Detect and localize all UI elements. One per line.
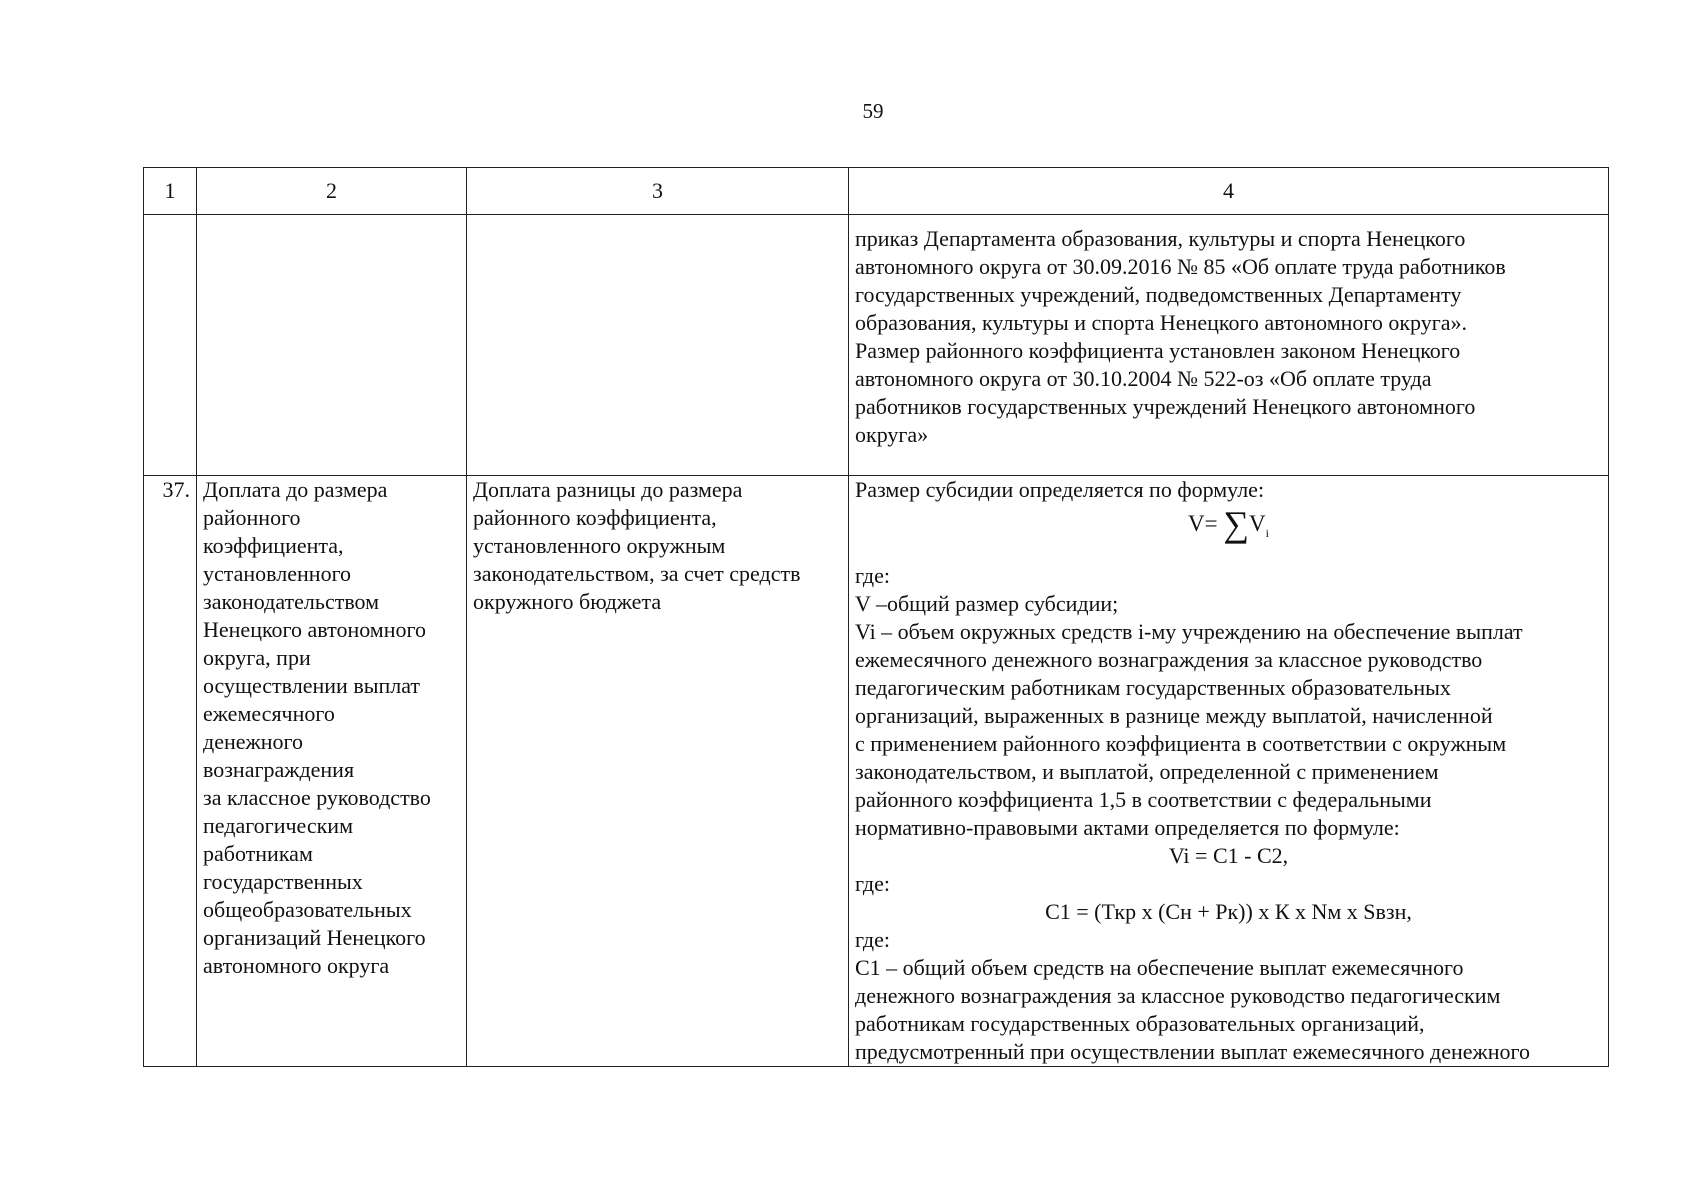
header-col-3: 3	[467, 168, 849, 215]
row1-legal-basis-cell	[849, 215, 1609, 476]
definition-line: законодательством, и выплатой, определенной с применением	[855, 759, 1439, 784]
row1-line: образования, культуры и спорта Ненецкого автономного округа».	[855, 310, 1468, 335]
name-line: автономного округа	[203, 953, 390, 978]
table-header-row	[144, 168, 1609, 215]
row1-line: работников государственных учреждений Ненецкого автономного	[855, 394, 1476, 419]
name-line: государственных	[203, 869, 363, 894]
definition-line: ежемесячного денежного вознаграждения за классное руководство	[855, 647, 1483, 672]
row2-description-cell	[467, 476, 849, 1067]
where-label: где:	[855, 563, 890, 588]
name-line: за классное руководство	[203, 785, 431, 810]
definition-line: V –общий размер субсидии;	[855, 591, 1119, 616]
row1-col1	[144, 215, 197, 476]
sum-formula-subscript: i	[1265, 526, 1269, 540]
name-line: организаций Ненецкого	[203, 925, 426, 950]
row1-line: автономного округа от 30.10.2004 № 522-оз «Об оплате труда	[855, 366, 1432, 391]
row1-line: округа»	[855, 422, 929, 447]
row1-line: автономного округа от 30.09.2016 № 85 «Об оплате труда работников	[855, 254, 1506, 279]
header-col-4: 4	[849, 168, 1609, 215]
name-line: осуществлении выплат	[203, 673, 421, 698]
header-col-2: 2	[197, 168, 467, 215]
definition-line: педагогическим работникам государственных образовательных	[855, 675, 1451, 700]
name-line: Ненецкого автономного	[203, 617, 426, 642]
definition-line: Vi – объем окружных средств i-му учреждению на обеспечение выплат	[855, 619, 1523, 644]
document-table	[143, 167, 1609, 1067]
name-line: коэффициента,	[203, 533, 344, 558]
name-line: работникам	[203, 841, 313, 866]
description-line: установленного окружным	[473, 533, 726, 558]
header-col-1: 1	[144, 168, 197, 215]
table-row	[144, 215, 1609, 476]
row1-line: государственных учреждений, подведомственных Департаменту	[855, 282, 1462, 307]
row1-col3	[467, 215, 849, 476]
description-line: Доплата разницы до размера	[473, 477, 743, 502]
sum-formula	[855, 504, 1602, 562]
sigma-symbol: ∑	[1223, 504, 1250, 544]
where-label: где:	[855, 871, 890, 896]
row1-line: приказ Департамента образования, культуры и спорта Ненецкого	[855, 226, 1466, 251]
name-line: округа, при	[203, 645, 311, 670]
sum-formula-lhs: V=	[1188, 511, 1218, 536]
formula-c1: C1 = (Ткр х (Сн + Рк)) х К х Nм х Sвзн,	[1045, 899, 1412, 924]
page-number: 59	[862, 99, 884, 123]
name-line: общеобразовательных	[203, 897, 412, 922]
c1-definition-line: предусмотренный при осуществлении выплат ежемесячного денежного	[855, 1039, 1530, 1064]
row2-formula-cell	[849, 476, 1609, 1067]
description-line: окружного бюджета	[473, 589, 662, 614]
name-line: районного	[203, 505, 301, 530]
table-row	[144, 476, 1609, 1067]
row2-name-cell	[197, 476, 467, 1067]
formula-intro: Размер субсидии определяется по формуле:	[855, 477, 1265, 502]
definition-line: организаций, выраженных в разнице между выплатой, начисленной	[855, 703, 1493, 728]
where-label: где:	[855, 927, 890, 952]
name-line: вознаграждения	[203, 757, 355, 782]
c1-definition-line: денежного вознаграждения за классное руководство педагогическим	[855, 983, 1501, 1008]
description-line: законодательством, за счет средств	[473, 561, 801, 586]
row1-col2	[197, 215, 467, 476]
formula-vi: Vi = C1 - C2,	[1168, 843, 1289, 868]
c1-definition-line: работникам государственных образовательных организаций,	[855, 1011, 1425, 1036]
definition-line: районного коэффициента 1,5 в соответствии с федеральными	[855, 787, 1432, 812]
sum-formula-var: V	[1249, 511, 1266, 536]
row1-line: Размер районного коэффициента установлен законом Ненецкого	[855, 338, 1461, 363]
name-line: ежемесячного	[203, 701, 335, 726]
description-line: районного коэффициента,	[473, 505, 717, 530]
definition-line: нормативно-правовыми актами определяется по формуле:	[855, 815, 1400, 840]
name-line: Доплата до размера	[203, 477, 388, 502]
c1-definition-line: C1 – общий объем средств на обеспечение выплат ежемесячного	[855, 955, 1464, 980]
definition-line: с применением районного коэффициента в соответствии с окружным	[855, 731, 1507, 756]
name-line: денежного	[203, 729, 303, 754]
name-line: законодательством	[203, 589, 380, 614]
row-number: 37.	[144, 476, 197, 1067]
name-line: педагогическим	[203, 813, 354, 838]
name-line: установленного	[203, 561, 352, 586]
